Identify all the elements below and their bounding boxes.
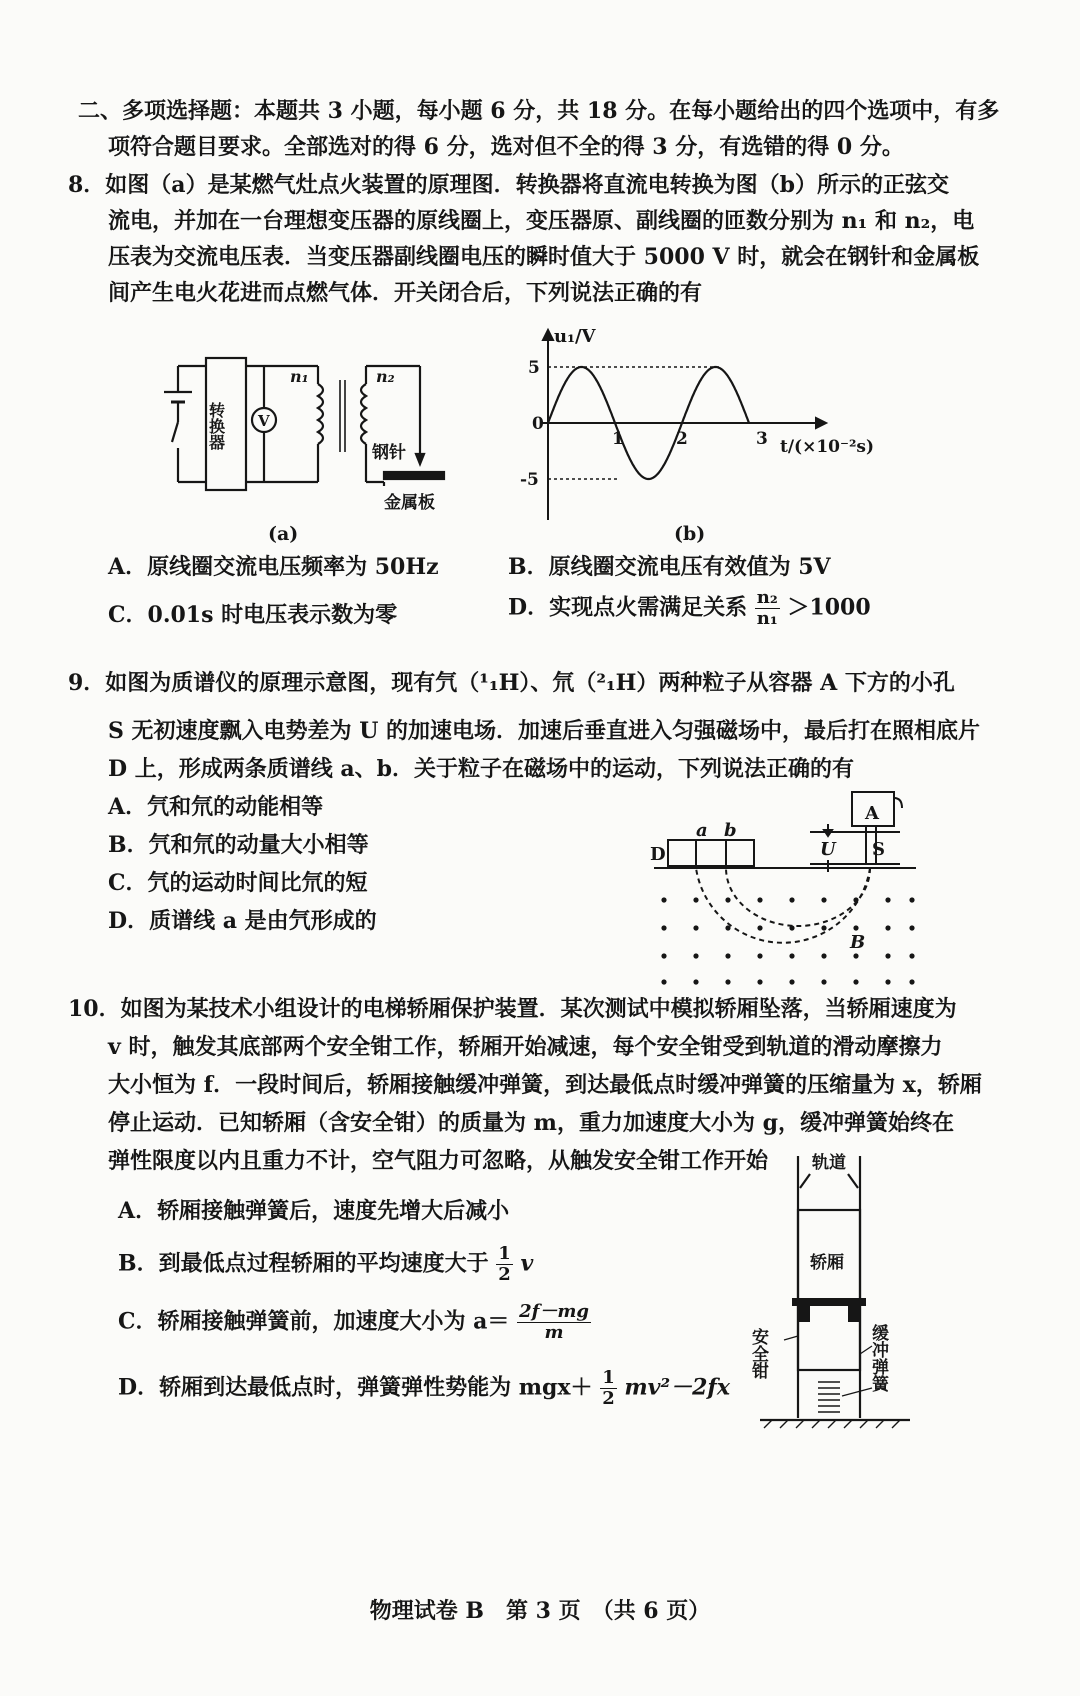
q9-option-d: D．质谱线 a 是由氕形成的 — [108, 908, 377, 934]
q9-stem-line3: D 上，形成两条质谱线 a、b．关于粒子在磁场中的运动，下列说法正确的有 — [108, 756, 855, 782]
q10-option-c — [118, 1302, 591, 1343]
frac-denominator: n₁ — [756, 608, 778, 629]
y-axis-label: u₁/V — [554, 326, 596, 347]
ytick-neg5: -5 — [520, 470, 539, 490]
q8-stem-line3: 压表为交流电压表．当变压器副线圈电压的瞬时值大于 5000 V 时，就会在钢针和金属板 — [108, 244, 980, 270]
q10-option-d — [118, 1368, 730, 1409]
q10-option-d-fraction — [600, 1368, 617, 1409]
q10-option-c-text: C．轿厢接触弹簧前，加速度大小为 a＝ — [118, 1308, 510, 1335]
q10-option-b — [118, 1244, 533, 1285]
section-header-line1: 二、多项选择题：本题共 3 小题，每小题 6 分，共 18 分。在每小题给出的四个选项中，有多 — [78, 98, 1000, 124]
line-b-label: b — [724, 820, 737, 841]
q10-option-b-text: B．到最低点过程轿厢的平均速度大于 — [118, 1250, 489, 1277]
q8-option-d-tail: ＞1000 — [787, 594, 871, 621]
q9-stem-line2: S 无初速度飘入电势差为 U 的加速电场．加速后垂直进入匀强磁场中，最后打在照相底片 — [108, 718, 981, 744]
n1-label: n₁ — [290, 367, 309, 386]
x-axis-label: t/(×10⁻²s) — [780, 437, 875, 457]
q10-stem-line3: 大小恒为 f．一段时间后，轿厢接触缓冲弹簧，到达最低点时缓冲弹簧的压缩量为 x，轿厢 — [108, 1072, 982, 1098]
voltage-u-label: U — [820, 839, 836, 860]
q8-option-b: B．原线圈交流电压有效值为 5V — [508, 554, 831, 580]
q8-option-d — [508, 588, 871, 629]
container-a-label: A — [865, 803, 879, 824]
q10-option-d-tail: mv²－2fx — [624, 1374, 730, 1401]
q10-option-b-tail: v — [520, 1250, 534, 1277]
xtick-3: 3 — [756, 429, 768, 449]
frac-denominator: 2 — [498, 1264, 511, 1285]
ytick-0: 0 — [532, 414, 544, 434]
q8-figure-b-sine-chart — [490, 326, 910, 545]
frac-numerator: 2f－mg — [519, 1301, 590, 1322]
q10-option-b-fraction — [496, 1244, 513, 1285]
converter-label: 转换器 — [206, 402, 226, 450]
frac-numerator: 1 — [602, 1367, 615, 1388]
ytick-5: 5 — [528, 358, 540, 378]
frac-numerator: n₂ — [756, 587, 778, 608]
xtick-1: 1 — [612, 429, 624, 449]
xtick-2: 2 — [676, 429, 688, 449]
q8-option-d-fraction — [755, 588, 780, 629]
voltmeter-symbol: V — [258, 412, 270, 430]
frac-denominator: m — [544, 1322, 564, 1343]
plate-d-label: D — [650, 844, 666, 865]
q10-stem-line4: 停止运动．已知轿厢（含安全钳）的质量为 m，重力加速度大小为 g，缓冲弹簧始终在 — [108, 1110, 954, 1136]
line-a-label: a — [696, 820, 708, 841]
section-header-line2: 项符合题目要求。全部选对的得 6 分，选对但不全的得 3 分，有选错的得 0 分。 — [108, 134, 904, 160]
q8-figure-a-circuit — [150, 340, 460, 545]
page-footer: 物理试卷 B 第 3 页 （共 6 页） — [369, 1598, 711, 1624]
q10-option-d-text: D．轿厢到达最低点时，弹簧弹性势能为 mgx＋ — [118, 1374, 593, 1401]
q10-stem-line1: 10．如图为某技术小组设计的电梯轿厢保护装置．某次测试中模拟轿厢坠落，当轿厢速度为 — [68, 996, 957, 1022]
q10-option-a: A．轿厢接触弹簧后，速度先增大后减小 — [118, 1198, 510, 1224]
q9-option-c: C．氕的运动时间比氘的短 — [108, 870, 368, 896]
q8-option-c: C．0.01s 时电压表示数为零 — [108, 602, 398, 628]
q10-figure-elevator — [740, 1148, 940, 1448]
needle-label: 钢针 — [372, 443, 406, 463]
frac-numerator: 1 — [498, 1243, 511, 1264]
plate-label: 金属板 — [384, 493, 435, 513]
q9-figure-mass-spectrometer — [640, 788, 930, 988]
q10-stem-line2: v 时，触发其底部两个安全钳工作，轿厢开始减速，每个安全钳受到轨道的滑动摩擦力 — [108, 1034, 943, 1060]
q8-stem-line1: 8．如图（a）是某燃气灶点火装置的原理图．转换器将直流电转换为图（b）所示的正弦交 — [68, 172, 949, 198]
q10-option-c-fraction — [517, 1302, 591, 1343]
n2-label: n₂ — [376, 367, 395, 386]
fig-b-caption: (b) — [674, 523, 706, 545]
q8-option-d-text: D．实现点火需满足关系 — [508, 594, 748, 621]
spring-label: 缓冲弹簧 — [868, 1324, 888, 1392]
q10-stem-line5: 弹性限度以内且重力不计，空气阻力可忽略，从触发安全钳工作开始 — [108, 1148, 769, 1174]
q9-stem-line1: 9．如图为质谱仪的原理示意图，现有氕（¹₁H）、氘（²₁H）两种粒子从容器 A 下方的小孔 — [68, 670, 955, 696]
frac-denominator: 2 — [602, 1388, 615, 1409]
rail-label: 轨道 — [812, 1153, 846, 1173]
fig-a-caption: (a) — [268, 523, 299, 545]
car-label: 轿厢 — [810, 1253, 844, 1273]
field-b-label: B — [850, 932, 866, 953]
q8-option-a: A．原线圈交流电压频率为 50Hz — [108, 554, 439, 580]
slit-s-label: S — [872, 839, 885, 860]
q9-option-b: B．氕和氘的动量大小相等 — [108, 832, 369, 858]
clamp-label: 安全钳 — [748, 1328, 768, 1379]
q8-stem-line4: 间产生电火花进而点燃气体．开关闭合后，下列说法正确的有 — [108, 280, 703, 306]
q9-option-a: A．氕和氘的动能相等 — [108, 794, 324, 820]
q8-stem-line2: 流电，并加在一台理想变压器的原线圈上，变压器原、副线圈的匝数分别为 n₁ 和 n₂，电 — [108, 208, 975, 234]
